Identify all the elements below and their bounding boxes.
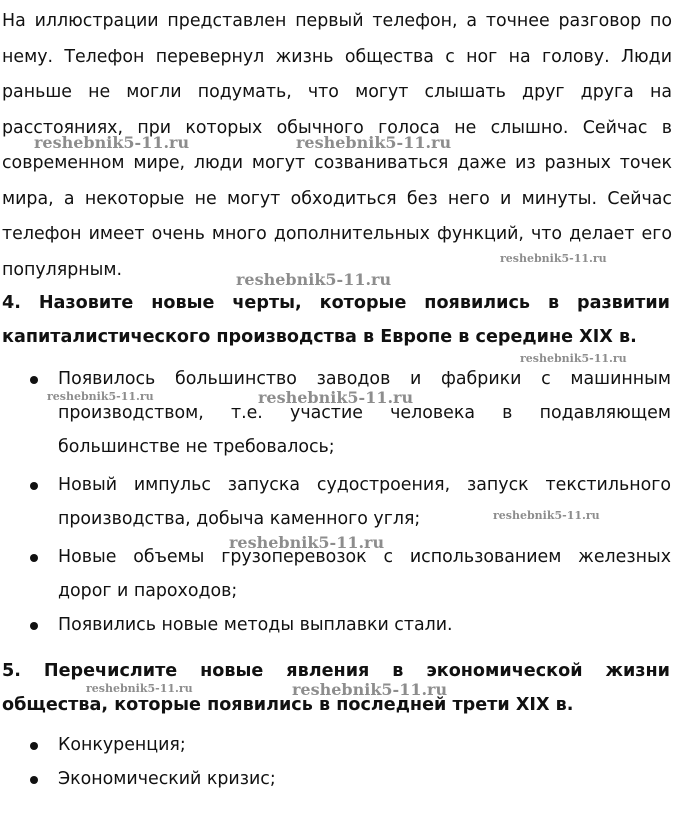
section-5-heading: 5. Перечислите новые явления в экономической жизни общества, которые появились в последней трети XIX в. (2, 661, 670, 715)
watermark: reshebnik5-11.ru (236, 270, 392, 289)
list-item-text: Появилось большинство заводов и фабрики с машинным производством, т.е. участие человека в подавляющем большинстве не требовалось; (58, 369, 671, 457)
watermark: reshebnik5-11.ru (86, 682, 193, 695)
list-item-text: Новый импульс запуска судостроения, запуск текстильного производства, добыча каменного угля; (58, 475, 671, 529)
section-4-heading: 4. Назовите новые черты, которые появились в развитии капиталистического производства в Европе в середине XIX в. (2, 293, 670, 347)
list-item-text: Появились новые методы выплавки стали. (58, 615, 453, 635)
bullet-icon (30, 376, 38, 384)
bullet-icon (30, 742, 38, 750)
list-item (0, 608, 673, 642)
intro-paragraph: На иллюстрации представлен первый телефон, а точнее разговор по нему. Телефон перевернул жизнь общества с ног на голову. Люди раньше не могли подумать, что могут слышать друг друга на расстояниях, при которых обычного голоса не слышно. Сейчас в современном мире, люди могут созваниваться даже из разных точек мира, а некоторые не могут обходиться без него и минуты. Сейчас телефон имеет очень много дополнительных функций, что делает его популярным. (2, 11, 672, 280)
list-item (0, 468, 673, 536)
list-item-text: Экономический кризис; (58, 769, 276, 789)
bullet-icon (30, 482, 38, 490)
watermark: reshebnik5-11.ru (229, 533, 385, 552)
watermark: reshebnik5-11.ru (34, 133, 190, 152)
watermark: reshebnik5-11.ru (500, 252, 607, 265)
watermark: reshebnik5-11.ru (493, 509, 600, 522)
list-item (0, 728, 673, 762)
bullet-icon (30, 776, 38, 784)
watermark: reshebnik5-11.ru (47, 390, 154, 403)
list-item-text: Новые объемы грузоперевозок с использованием железных дорог и пароходов; (58, 547, 671, 601)
bullet-icon (30, 554, 38, 562)
watermark: reshebnik5-11.ru (520, 352, 627, 365)
list-item-text: Конкуренция; (58, 735, 186, 755)
list-item (0, 762, 673, 796)
watermark: reshebnik5-11.ru (292, 680, 448, 699)
watermark: reshebnik5-11.ru (258, 388, 414, 407)
bullet-icon (30, 622, 38, 630)
watermark: reshebnik5-11.ru (296, 133, 452, 152)
section-5-list (0, 728, 673, 796)
list-item (0, 362, 673, 464)
